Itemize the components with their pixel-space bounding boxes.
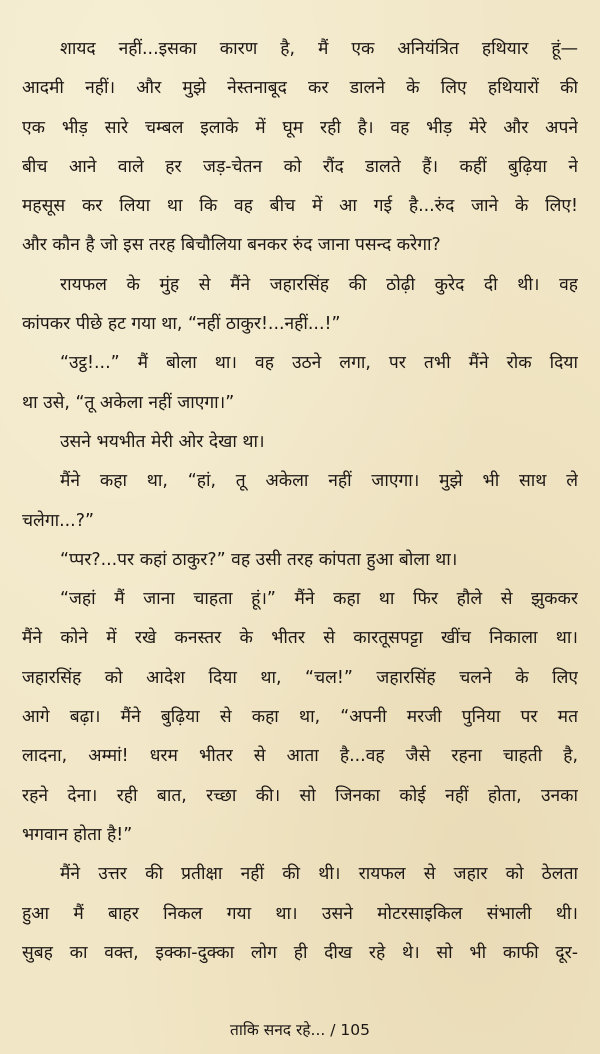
text-line-15: “जहां मैं जाना चाहता हूं।” मैंने कहा था फिर हौले से झुककर [60, 589, 578, 610]
text-line-7: रायफल के मुंह से मैंने जहारसिंह की ठोढ़ी कुरेद दी थी। वह [60, 274, 578, 295]
text-line-6: और कौन है जो इस तरह बिचौलिया बनकर रुंद जाना पसन्द करेगा? [22, 235, 441, 256]
text-line-16: मैंने कोने में रखे कनस्तर के भीतर से कारतूसपट्टा खींच निकाला था। [22, 628, 578, 649]
text-line-1: शायद नहीं...इसका कारण है, मैं एक अनियंत्रित हथियार हूं— [60, 39, 578, 59]
text-line-17: जहारसिंह को आदेश दिया था, “चल!” जहारसिंह चलने के लिए [22, 667, 578, 688]
text-line-20: रहने देना। रही बात, रच्छा की। सो जिनका कोई नहीं होता, उनका [22, 785, 578, 806]
text-line-22: मैंने उत्तर की प्रतीक्षा नहीं की थी। रायफल से जहार को ठेलता [60, 864, 578, 885]
text-line-12: मैंने कहा था, “हां, तू अकेला नहीं जाएगा। मुझे भी साथ ले [60, 471, 578, 492]
text-line-5: महसूस कर लिया था कि वह बीच में आ गई है...रुंद जाने के लिए! [22, 196, 578, 217]
text-line-18: आगे बढ़ा। मैंने बुढ़िया से कहा था, “अपनी मरजी पुनिया पर मत [22, 707, 578, 728]
text-line-10: था उसे, “तू अकेला नहीं जाएगा।” [22, 392, 235, 413]
text-line-13: चलेगा...?” [22, 510, 94, 531]
text-line-24: सुबह का वक्त, इक्का-दुक्का लोग ही दीख रहे थे। सो भी काफी दूर- [22, 942, 578, 963]
text-line-14: “प्पर?...पर कहां ठाकुर?” वह उसी तरह कांपता हुआ बोला था। [60, 549, 458, 570]
text-line-2: आदमी नहीं। और मुझे नेस्तनाबूद कर डालने के लिए हथियारों की [22, 78, 578, 99]
body-text [22, 30, 578, 973]
text-line-3: एक भीड़ सारे चम्बल इलाके में घूम रही है। वह भीड़ मेरे और अपने [22, 117, 578, 138]
text-line-11: उसने भयभीत मेरी ओर देखा था। [60, 431, 265, 452]
text-line-8: कांपकर पीछे हट गया था, “नहीं ठाकुर!...नहीं...!” [22, 314, 341, 335]
text-line-21: भगवान होता है!” [22, 824, 133, 845]
text-line-4: बीच आने वाले हर जड़-चेतन को रौंद डालते हैं। कहीं बुढ़िया ने [22, 156, 578, 177]
text-line-23: हुआ मैं बाहर निकल गया था। उसने मोटरसाइकिल संभाली थी। [22, 903, 578, 924]
text-line-19: लादना, अम्मां! धरम भीतर से आता है...वह जैसे रहना चाहती है, [22, 746, 578, 767]
text-line-9: “उट्ठ!...” मैं बोला था। वह उठने लगा, पर तभी मैंने रोक दिया [60, 353, 578, 374]
page-footer: ताकि सनद रहे... / 105 [230, 1021, 370, 1039]
